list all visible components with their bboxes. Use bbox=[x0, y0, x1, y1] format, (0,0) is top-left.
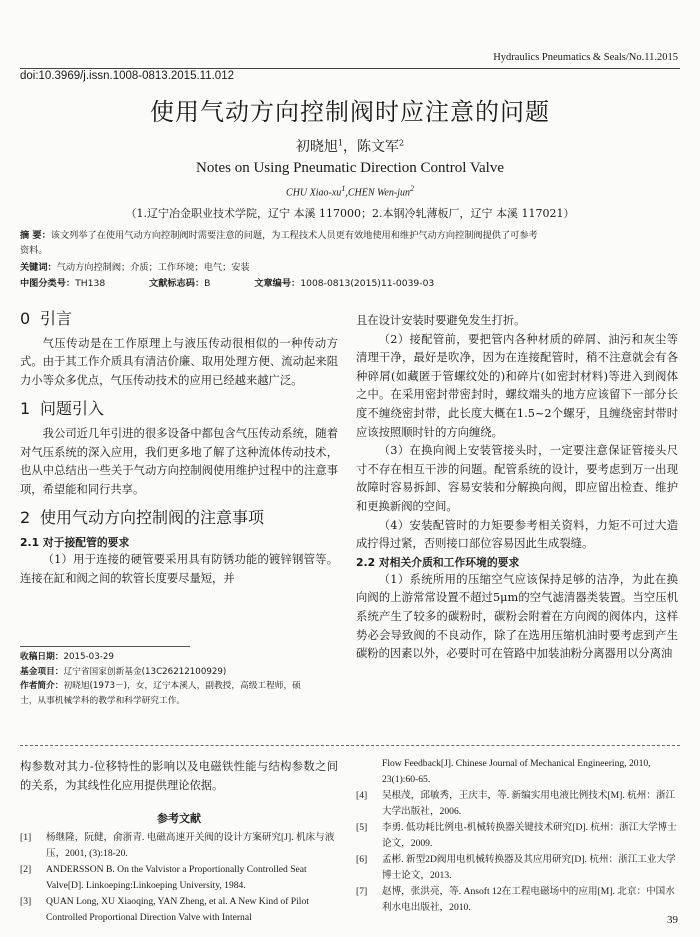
journal-header: Hydraulics Pneumatics & Seals/No.11.2015 bbox=[493, 52, 678, 63]
abstract-label: 摘 要： bbox=[20, 230, 51, 241]
clc-value: TH138 bbox=[75, 278, 106, 289]
reference-item bbox=[20, 862, 338, 894]
abstract-text-2: 资料。 bbox=[20, 245, 48, 256]
section-2-title: 使用气动方向控制阀的注意事项 bbox=[40, 508, 265, 528]
author-note bbox=[20, 679, 338, 708]
reference-text: Flow Feedback[J]. Chinese Journal of Mechanical Engineering, 2010, 23(1):60-65. bbox=[382, 758, 651, 785]
fund-text: 辽宁省国家创新基金(13C26212100929) bbox=[63, 666, 227, 677]
doc-code-value: B bbox=[204, 278, 211, 289]
references-heading: 参考文献 bbox=[157, 812, 201, 825]
reference-number: [1] bbox=[20, 832, 32, 843]
affiliation: （1.辽宁冶金职业技术学院，辽宁 本溪 117000；2.本钢冷轧薄板厂，辽宁 本溪 117021） bbox=[125, 207, 575, 220]
section-2-number: 2 bbox=[20, 508, 31, 528]
right-paragraph-1: （2）接配管前，要把管内各种材质的碎屑、油污和灰尘等清理干净，最好是吹净，因为在连接配管时，稍不注意就会有各种碎屑(如藏匿于管螺纹处的)和碎片(如密封材料)等进入到阀体之中。在采用密封带密封时，螺纹端头的地方应该留下一部分长度不缠绕密封带，此长度大概在1.5~2个螺牙，且缠绕密封带时应该按照顺时针的方向缠绕。 bbox=[356, 332, 678, 439]
keywords-text: 气动方向控制阀；介质；工作环境；电气；安装 bbox=[56, 262, 250, 273]
fund-note bbox=[20, 665, 338, 680]
classification-line bbox=[20, 276, 678, 291]
reference-text: QUAN Long, XU Xiaoqing, YAN Zheng, et al. A New Kind of Pilot Controlled Proportional Direction Valve with Internal bbox=[46, 896, 309, 923]
footnote-rule bbox=[20, 646, 190, 647]
received-label: 收稿日期： bbox=[20, 652, 64, 662]
right-paragraph-4: （1）系统所用的压缩空气应该保持足够的洁净，为此在换向阀的上游常常设置不超过5μm的空气滤清器类装置。当空压机系统产生了较多的碳粉时，碳粉会附着在方向阀的阀体内，这样势必会导致阀的不良动作，除了在选用压缩机油时要考虑到产生碳粉的因素以外，必要时可在管路中加装油粉分离器用以分离油 bbox=[356, 572, 678, 661]
en-author-2: ,CHEN Wen-jun bbox=[345, 187, 410, 199]
en-author-1-affil: 1 bbox=[341, 184, 346, 193]
left-column bbox=[20, 300, 338, 588]
doc-code-label: 文献标志码： bbox=[149, 278, 205, 289]
received-date: 2015-03-29 bbox=[63, 652, 114, 662]
authors-en bbox=[0, 184, 700, 198]
right-column bbox=[356, 312, 678, 664]
page-number: 39 bbox=[667, 914, 678, 926]
received-note bbox=[20, 650, 338, 665]
previous-article-text bbox=[20, 758, 338, 795]
previous-article-paragraph: 构参数对其力-位移特性的影响以及电磁铁性能与结构参数之间的关系，为其线性化应用提供理论依据。 bbox=[20, 760, 338, 792]
reference-text: 赵博，张洪亮，等. Ansoft 12在工程电磁场中的应用[M]. 北京：中国水利水电出版社，2010. bbox=[382, 886, 675, 913]
reference-item bbox=[356, 788, 678, 820]
paper-title: 使用气动方向控制阀时应注意的问题 bbox=[150, 98, 550, 126]
author-note-text-2: 士，从事机械学科的教学和科学研究工作。 bbox=[20, 695, 186, 706]
footnotes bbox=[20, 650, 338, 708]
section-1-number: 1 bbox=[20, 399, 31, 419]
section-1-heading bbox=[20, 400, 338, 419]
reference-number: [5] bbox=[356, 822, 368, 833]
clc-label: 中图分类号： bbox=[20, 278, 76, 289]
section-0-number: 0 bbox=[20, 309, 31, 328]
author-note-text-1: 初晓旭(1973－)，女，辽宁本溪人，副教授，高级工程师，硕 bbox=[63, 681, 301, 691]
reference-item bbox=[20, 894, 338, 926]
author-2-affil: 2 bbox=[399, 138, 405, 148]
article-no-label: 文章编号： bbox=[254, 278, 301, 289]
author-1: 初晓旭 bbox=[295, 139, 338, 155]
reference-item bbox=[356, 852, 678, 884]
right-paragraph-2: （3）在换向阀上安装管接头时，一定要注意保证管接头尺寸不存在相互干涉的问题。配管系统的设计，要考虑到万一出现故障时容易拆卸、容易安装和分解换向阀，即应留出检查、维护和更换新阀的空间。 bbox=[356, 444, 678, 513]
reference-item bbox=[356, 820, 678, 852]
en-author-1: CHU Xiao-xu bbox=[286, 187, 342, 199]
fund-label: 基金项目： bbox=[20, 666, 64, 677]
section-1-paragraph: 我公司近几年引进的很多设备中都包含气压传动系统，随着对气压系统的深入应用，我们更多地了解了这种流体传动技术，也从中总结出一些关于气动方向控制阀使用维护过程中的注意事项，希望能和同行共享。 bbox=[20, 426, 338, 496]
section-0-paragraph: 气压传动是在工作原理上与液压传动很相似的一种传动方式。由于其工作介质具有清洁价廉、取用处理方便、流动起来阻力小等众多优点，气压传动技术的应用已经越来越广泛。 bbox=[20, 336, 338, 387]
doi-link[interactable]: doi:10.3969/j.issn.1008-0813.2015.11.012 bbox=[20, 70, 234, 82]
right-paragraph-0: 且在设计安装时要避免发生打折。 bbox=[356, 314, 526, 327]
section-1-title: 问题引入 bbox=[40, 399, 105, 419]
reference-number: [2] bbox=[20, 864, 32, 875]
abstract bbox=[20, 228, 678, 258]
article-no-value: 1008-0813(2015)11-0039-03 bbox=[300, 278, 435, 289]
reference-item bbox=[356, 884, 678, 916]
reference-number bbox=[356, 756, 382, 788]
reference-text: 孟彬. 新型2D阀用电机械转换器及其应用研究[D]. 杭州：浙江工业大学博士论文，2013. bbox=[382, 854, 676, 881]
reference-item bbox=[20, 830, 338, 862]
en-author-2-affil: 2 bbox=[409, 184, 414, 193]
abstract-text-1: 该文列举了在使用气动方向控制阀时需要注意的问题，为工程技术人员更有效地使用和维护气动方向控制阀提供了可参考 bbox=[50, 230, 538, 241]
section-0-heading bbox=[20, 310, 338, 329]
article-divider bbox=[20, 745, 680, 746]
section-2-1-paragraph: （1）用于连接的硬管要采用具有防锈功能的镀锌钢管等。连接在缸和阀之间的软管长度要尽量短，并 bbox=[20, 552, 338, 585]
keywords bbox=[20, 260, 678, 275]
reference-text: ANDERSSON B. On the Valvistor a Proportionally Controlled Seat Valve[D]. Linkoeping:Linkoeping University, 1984. bbox=[46, 864, 307, 891]
section-2-1-heading: 2.1 对于接配管的要求 bbox=[20, 535, 130, 549]
section-2-heading bbox=[20, 509, 338, 528]
right-paragraph-3: （4）安装配管时的力矩要参考相关资料，力矩不可过大造成拧得过紧，否则接口部位容易因此生成裂缝。 bbox=[356, 518, 678, 551]
authors-cn bbox=[0, 136, 700, 156]
references-right bbox=[356, 756, 678, 916]
reference-number: [3] bbox=[20, 896, 32, 907]
author-note-label: 作者简介： bbox=[20, 681, 64, 691]
header-rule bbox=[20, 68, 680, 69]
english-title: Notes on Using Pneumatic Direction Control Valve bbox=[195, 160, 504, 176]
author-1-affil: 1 bbox=[337, 138, 343, 148]
reference-text: 李勇. 低功耗比例电-机械转换器关键技术研究[D]. 杭州：浙江大学博士论文，2009. bbox=[382, 822, 677, 849]
reference-text: 杨继隆，阮健，俞浙青. 电磁高速开关阀的设计方案研究[J]. 机床与液压，2001, (3):18-20. bbox=[46, 832, 335, 859]
reference-number: [7] bbox=[356, 886, 368, 897]
author-2: ，陈文军 bbox=[343, 139, 399, 155]
reference-text: 吴根茂，邱敏秀，王庆丰，等. 新编实用电液比例技术[M]. 杭州：浙江大学出版社，2006. bbox=[382, 790, 676, 817]
section-0-title: 引言 bbox=[40, 309, 73, 328]
references-left bbox=[20, 830, 338, 926]
section-2-2-heading: 2.2 对相关介质和工作环境的要求 bbox=[356, 555, 520, 569]
keywords-label: 关键词： bbox=[20, 262, 57, 273]
reference-number: [4] bbox=[356, 790, 368, 801]
reference-number: [6] bbox=[356, 854, 368, 865]
reference-item bbox=[356, 756, 678, 788]
